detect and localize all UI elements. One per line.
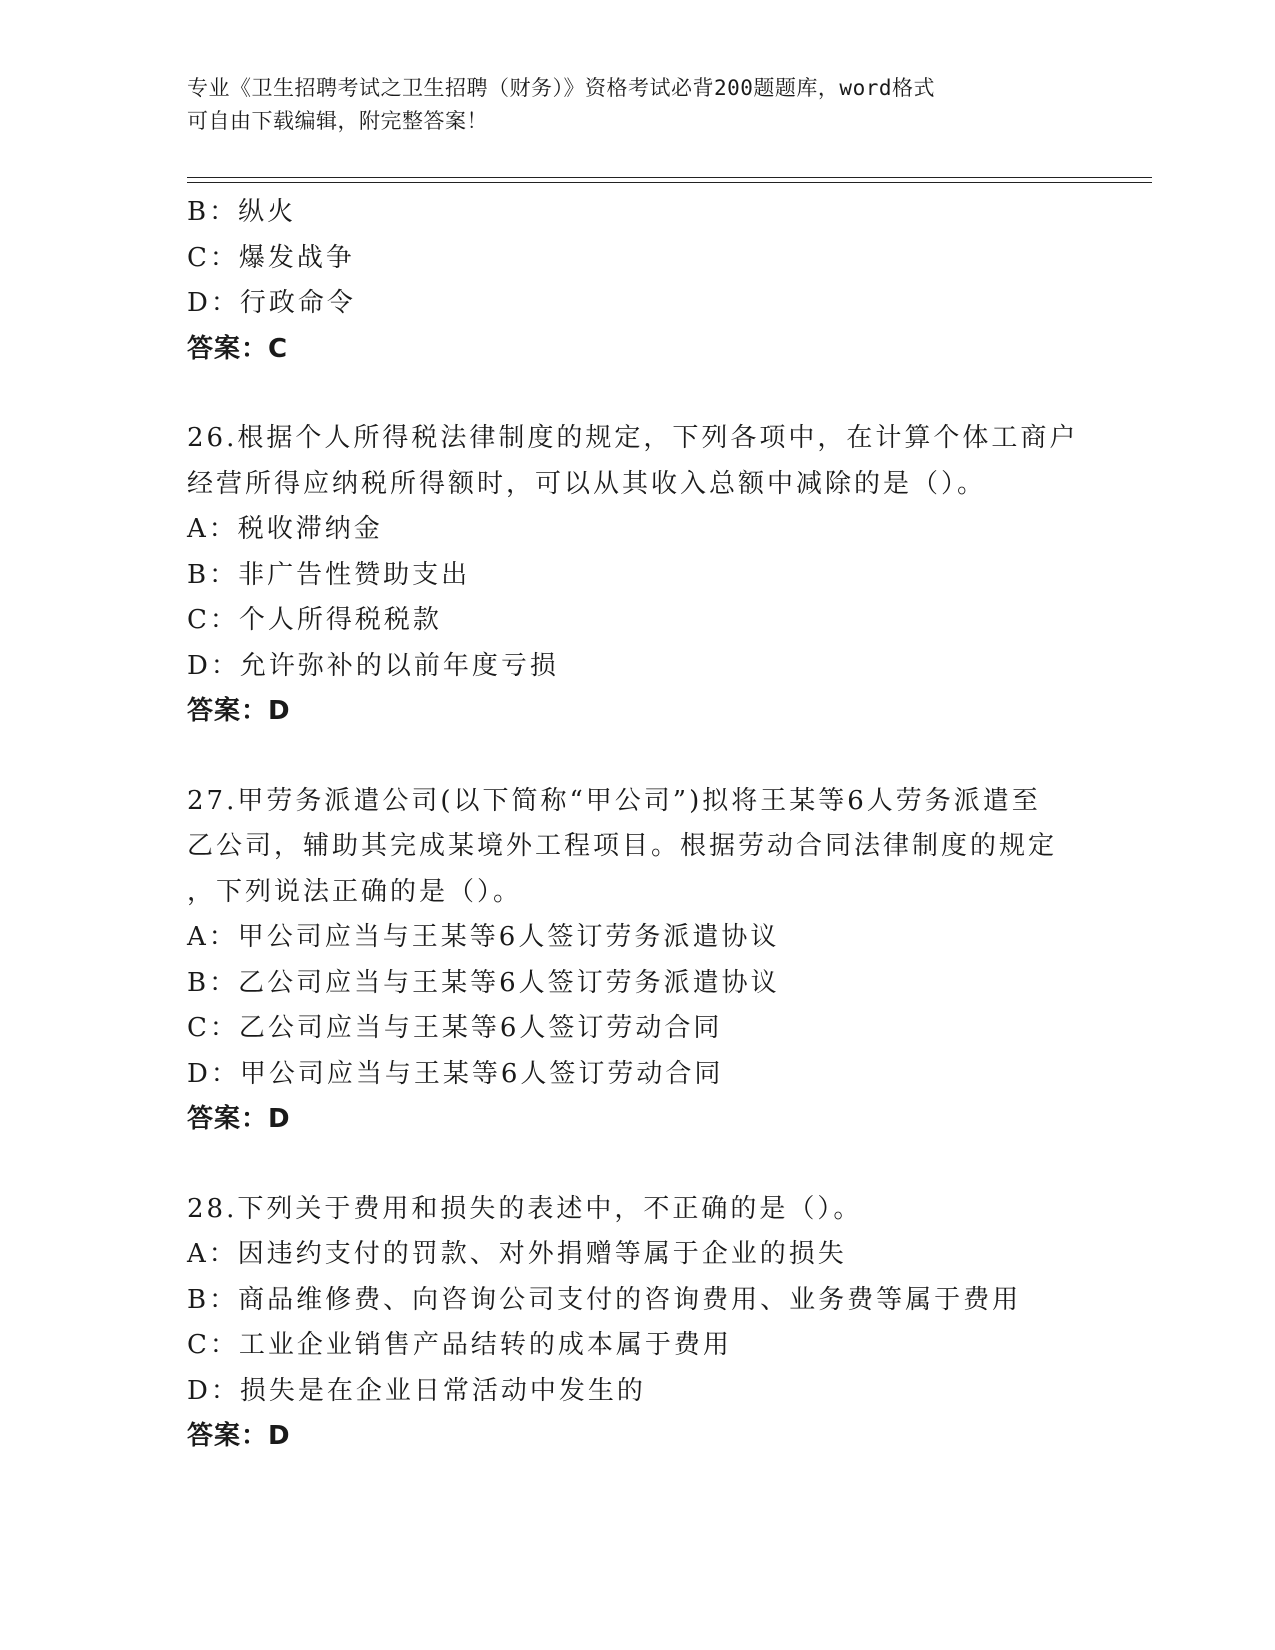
- option-c: C：爆发战争: [187, 242, 355, 273]
- option-b: B：商品维修费、向咨询公司支付的咨询费用、业务费等属于费用: [187, 1284, 1022, 1315]
- answer: 答案：C: [187, 333, 289, 364]
- option-b: B：非广告性赞助支出: [187, 559, 471, 590]
- spacer: [187, 372, 1087, 416]
- answer: 答案：D: [187, 1104, 291, 1134]
- answer: 答案：D: [187, 696, 291, 726]
- header-line-2: 可自由下载编辑，附完整答案！: [187, 109, 488, 133]
- question-list: [187, 190, 1087, 1460]
- spacer: [187, 735, 1087, 779]
- question-26: [187, 416, 1087, 735]
- question-text-line: 乙公司，辅助其完成某境外工程项目。根据劳动合同法律制度的规定: [187, 831, 1058, 861]
- option-d: D：甲公司应当与王某等6人签订劳动合同: [187, 1058, 724, 1089]
- option-d: D：行政命令: [187, 288, 356, 318]
- header-line-1: 专业《卫生招聘考试之卫生招聘（财务）》资格考试必背200题题库，word格式: [187, 76, 935, 100]
- question-text-line: 26.根据个人所得税法律制度的规定，下列各项中，在计算个体工商户: [187, 423, 1079, 453]
- header-divider-top: [187, 177, 1152, 178]
- option-a: A：税收滞纳金: [187, 514, 383, 544]
- answer: 答案：D: [187, 1421, 291, 1451]
- question-28: [187, 1187, 1087, 1460]
- document-header: [187, 72, 1087, 138]
- option-d: D：损失是在企业日常活动中发生的: [187, 1375, 646, 1406]
- spacer: [187, 1143, 1087, 1187]
- option-d: D：允许弥补的以前年度亏损: [187, 650, 559, 681]
- question-text-line: ，下列说法正确的是（）。: [187, 876, 523, 907]
- option-c: C：工业企业销售产品结转的成本属于费用: [187, 1330, 732, 1360]
- option-b: B：纵火: [187, 197, 297, 227]
- option-c: C：个人所得税税款: [187, 605, 442, 635]
- option-b: B：乙公司应当与王某等6人签订劳务派遣协议: [187, 967, 780, 998]
- question-25-tail: [187, 190, 1087, 372]
- question-text-line: 经营所得应纳税所得额时，可以从其收入总额中减除的是（）。: [187, 468, 987, 499]
- question-27: [187, 779, 1087, 1143]
- header-divider-bottom: [187, 182, 1152, 183]
- option-a: A：因违约支付的罚款、对外捐赠等属于企业的损失: [187, 1239, 847, 1269]
- question-text-line: 28.下列关于费用和损失的表述中，不正确的是（）。: [187, 1193, 863, 1224]
- option-c: C：乙公司应当与王某等6人签订劳动合同: [187, 1013, 723, 1043]
- option-a: A：甲公司应当与王某等6人签订劳务派遣协议: [187, 922, 780, 952]
- question-text-line: 27.甲劳务派遣公司(以下简称“甲公司”)拟将王某等6人劳务派遣至: [187, 785, 1041, 816]
